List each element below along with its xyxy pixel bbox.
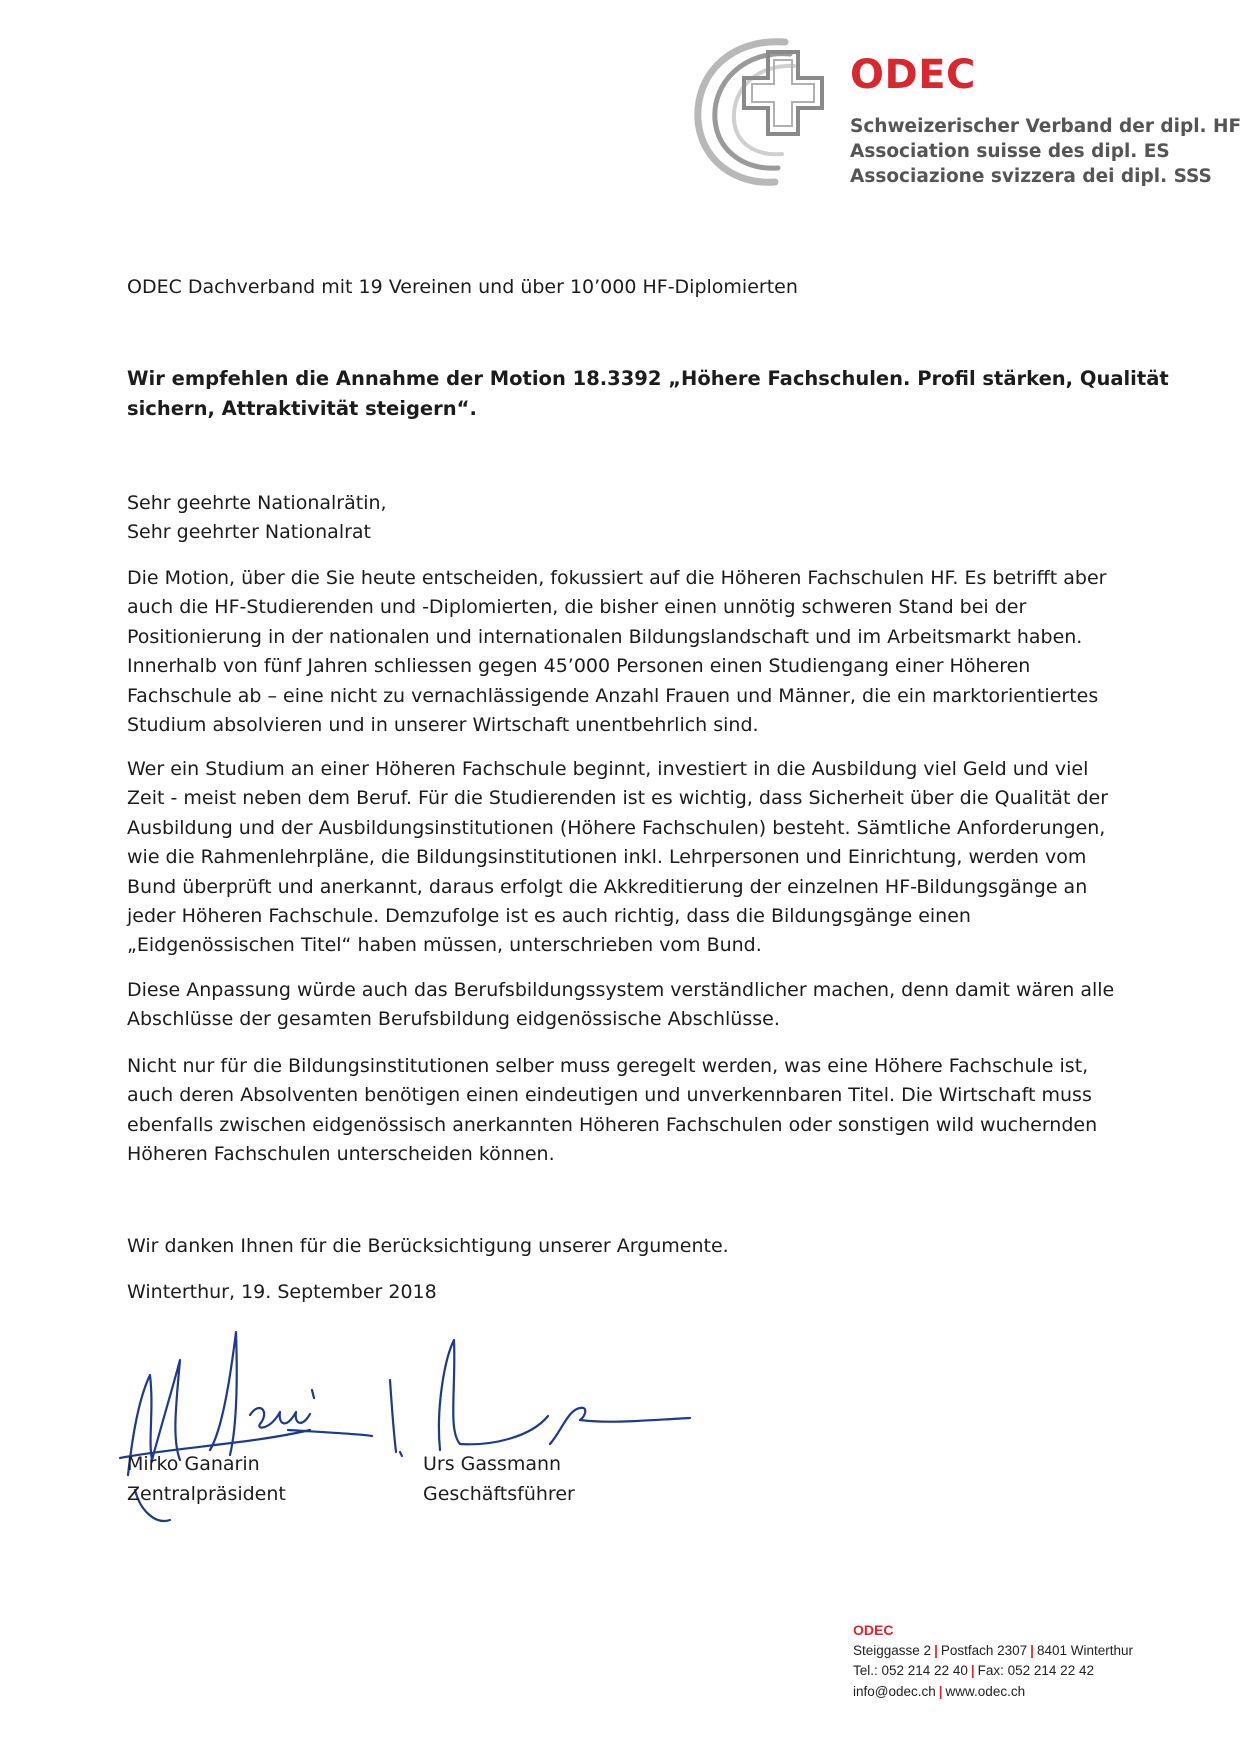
signer-role: Geschäftsführer bbox=[423, 1482, 575, 1505]
paragraph-line: Nicht nur für die Bildungsinstitutionen selber muss geregelt werden, was eine Höhere Fachschule ist, bbox=[127, 1055, 1089, 1077]
paragraph-line: „Eidgenössischen Titel“ haben müssen, unterschrieben vom Bund. bbox=[127, 934, 762, 957]
paragraph-line: wie die Rahmenlehrpläne, die Bildungsinstitutionen inkl. Lehrpersonen und Einrichtung, werden vom bbox=[127, 846, 1087, 869]
footer-separator: | bbox=[934, 1642, 938, 1658]
logo-wordmark: ODEC bbox=[850, 52, 976, 98]
body-paragraph bbox=[127, 976, 1114, 1035]
paragraph-line: auch die HF-Studierenden und -Diplomierten, die bisher einen unnötig schweren Stand bei der bbox=[127, 596, 1027, 619]
address-street: Steiggasse 2 bbox=[853, 1642, 932, 1658]
letter-footer bbox=[853, 1620, 1133, 1702]
odec-logo bbox=[690, 30, 1241, 205]
address-city: 8401 Winterthur bbox=[1036, 1642, 1134, 1658]
logo-swoosh-cross-graphic bbox=[690, 30, 860, 190]
footer-fax: Fax: 052 214 22 42 bbox=[977, 1663, 1094, 1678]
paragraph-line: Die Motion, über die Sie heute entscheiden, fokussiert auf die Höheren Fachschulen HF. Es betrifft aber bbox=[127, 567, 1107, 589]
footer-phone: Tel.: 052 214 22 40 bbox=[853, 1663, 968, 1678]
signature-block bbox=[110, 1320, 710, 1540]
footer-phones bbox=[853, 1661, 1133, 1682]
paragraph-line: Fachschule ab – eine nicht zu vernachlässigende Anzahl Frauen und Männer, die ein marktorientiertes bbox=[127, 684, 1099, 707]
place-date: Winterthur, 19. September 2018 bbox=[127, 1281, 437, 1303]
paragraph-line: Studium absolvieren und in unserer Wirtschaft unentbehrlich sind. bbox=[127, 714, 759, 737]
paragraph-line: Diese Anpassung würde auch das Berufsbildungssystem verständlicher machen, denn damit wären alle bbox=[127, 979, 1115, 1001]
footer-address bbox=[853, 1641, 1133, 1662]
paragraph-line: Ausbildung und der Ausbildungsinstitutionen (Höhere Fachschulen) besteht. Sämtliche Anforderungen, bbox=[127, 816, 1106, 839]
footer-separator: | bbox=[1030, 1642, 1034, 1658]
address-postbox: Postfach 2307 bbox=[940, 1642, 1028, 1658]
footer-separator: | bbox=[970, 1663, 975, 1678]
signer-role: Zentralpräsident bbox=[127, 1482, 286, 1505]
signer-right bbox=[423, 1450, 575, 1509]
body-paragraph bbox=[127, 564, 1106, 740]
paragraph-line: ebenfalls zwischen eidgenössisch anerkannten Höheren Fachschulen oder sonstigen wild wuchernden bbox=[127, 1113, 1098, 1136]
footer-separator: | bbox=[938, 1683, 943, 1699]
signer-left bbox=[127, 1450, 286, 1509]
subject-line: sichern, Attraktivität steigern“. bbox=[127, 396, 477, 420]
closing-line: Wir danken Ihnen für die Berücksichtigung unserer Argumente. bbox=[127, 1235, 729, 1257]
paragraph-line: auch deren Absolventen benötigen einen eindeutigen und unverkennbaren Titel. Die Wirtschaft muss bbox=[127, 1084, 1092, 1107]
intro-line: ODEC Dachverband mit 19 Vereinen und über 10’000 HF-Diplomierten bbox=[127, 276, 798, 298]
subject-line: Wir empfehlen die Annahme der Motion 18.3392 „Höhere Fachschulen. Profil stärken, Qualität bbox=[127, 367, 1169, 390]
paragraph-line: Abschlüsse der gesamten Berufsbildung eidgenössische Abschlüsse. bbox=[127, 1008, 780, 1031]
paragraph-line: Wer ein Studium an einer Höheren Fachschule beginnt, investiert in die Ausbildung viel Geld und viel bbox=[127, 758, 1089, 780]
paragraph-line: jeder Höheren Fachschule. Demzufolge ist es auch richtig, dass die Bildungsgänge einen bbox=[127, 905, 971, 928]
paragraph-line: Innerhalb von fünf Jahren schliessen gegen 45’000 Personen einen Studiengang einer Höheren bbox=[127, 655, 1031, 678]
subject-heading bbox=[127, 364, 1169, 423]
footer-email-link[interactable]: info@odec.ch bbox=[853, 1683, 936, 1699]
signer-name: Urs Gassmann bbox=[423, 1453, 562, 1475]
paragraph-line: Zeit - meist neben dem Beruf. Für die Studierenden ist es wichtig, dass Sicherheit über die Qualität der bbox=[127, 787, 1109, 810]
body-paragraph bbox=[127, 755, 1108, 961]
body-paragraph bbox=[127, 1052, 1097, 1170]
footer-website-link[interactable]: www.odec.ch bbox=[945, 1683, 1026, 1699]
paragraph-line: Höheren Fachschulen unterscheiden können. bbox=[127, 1143, 555, 1166]
signer-name: Mirko Ganarin bbox=[127, 1453, 260, 1475]
salutation-line: Sehr geehrter Nationalrat bbox=[127, 521, 372, 543]
footer-web bbox=[853, 1682, 1133, 1703]
tagline-italian: Associazione svizzera dei dipl. SSS bbox=[850, 166, 1212, 187]
tagline-french: Association suisse des dipl. ES bbox=[850, 141, 1170, 162]
paragraph-line: Positionierung in der nationalen und internationalen Bildungslandschaft und im Arbeitsmarkt haben. bbox=[127, 625, 1083, 648]
footer-org: ODEC bbox=[853, 1622, 894, 1638]
paragraph-line: Bund überprüft und anerkannt, daraus erfolgt die Akkreditierung der einzelnen HF-Bildungsgänge an bbox=[127, 875, 1088, 898]
tagline-german: Schweizerischer Verband der dipl. HF bbox=[850, 116, 1241, 137]
salutation-line: Sehr geehrte Nationalrätin, bbox=[127, 492, 387, 514]
